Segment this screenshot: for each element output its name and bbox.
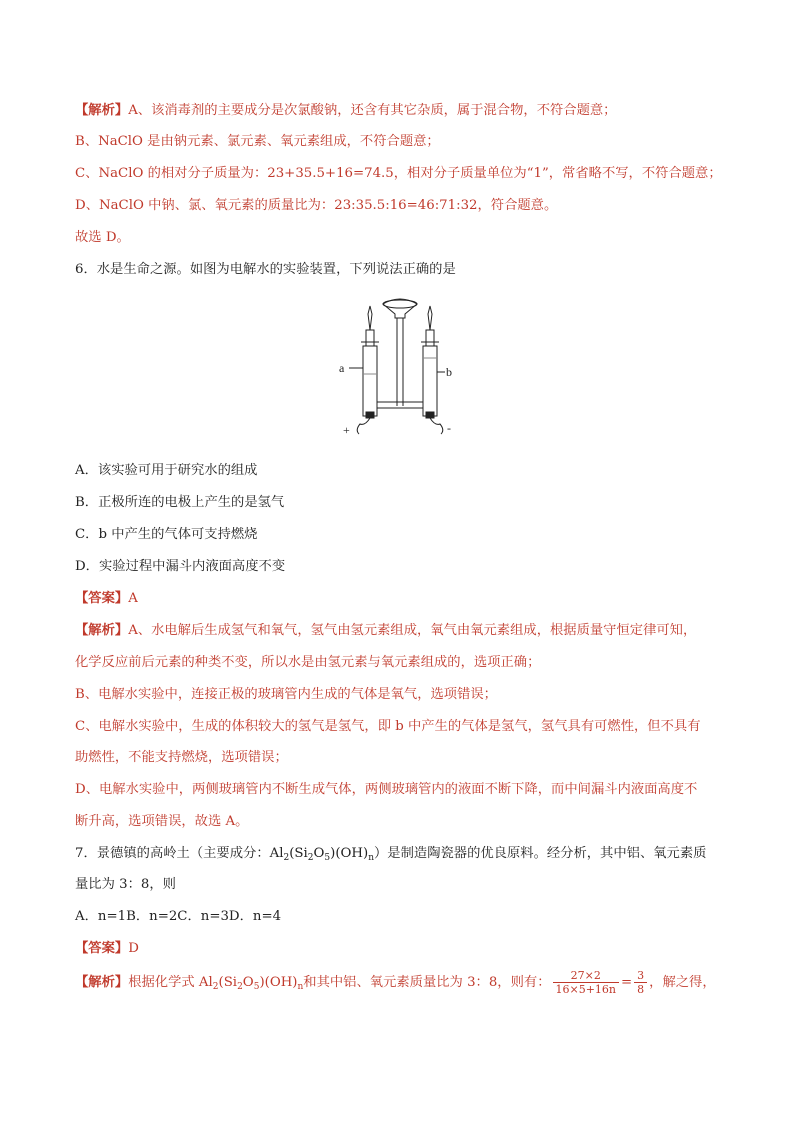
left-tube <box>363 346 377 416</box>
q7-analysis <box>75 969 716 997</box>
q7-stem-post: ）是制造陶瓷器的优良原料。经分析，其中铝、氧元素质 <box>374 846 707 861</box>
answer-tag: 【答案】 <box>75 941 129 956</box>
q6-option-a: A．该实验可用于研究水的组成 <box>75 463 258 478</box>
q6-analysis-d-line2: 断升高，选项错误，故选 A。 <box>75 814 249 829</box>
fraction-left <box>553 969 620 996</box>
fraction-left-numerator: 27×2 <box>553 969 620 983</box>
left-wire <box>357 418 370 434</box>
q7-analysis-sub: 2 <box>212 982 219 992</box>
q6-stem: 6．水是生命之源。如图为电解水的实验装置，下列说法正确的是 <box>75 262 456 277</box>
q5-conclusion: 故选 D。 <box>75 230 130 245</box>
q7-analysis-end: ，解之得， <box>649 975 716 990</box>
q5-analysis-a-text: A、该消毒剂的主要成分是次氯酸钠，还含有其它杂质，属于混合物，不符合题意； <box>128 103 617 118</box>
q6-option-b: B．正极所连的电极上产生的是氢气 <box>75 495 285 510</box>
equals-sign: = <box>621 975 633 990</box>
q7-answer <box>75 939 139 959</box>
q7-analysis-sub: 5 <box>253 982 260 992</box>
q6-answer <box>75 589 138 609</box>
q7-analysis-sub: 2 <box>237 982 243 992</box>
right-tip <box>428 306 432 330</box>
fraction-right-numerator: 3 <box>634 969 647 983</box>
left-tip <box>368 306 372 330</box>
right-wire <box>430 418 443 434</box>
q6-answer-value: A <box>128 591 138 606</box>
analysis-tag: 【解析】 <box>75 623 129 638</box>
q7-sub: 2 <box>307 853 314 863</box>
label-b: b <box>446 365 452 379</box>
q6-analysis-c-line2: 助燃性，不能支持燃烧，选项错误； <box>75 750 288 765</box>
label-a: a <box>339 361 345 375</box>
right-tube <box>423 346 437 416</box>
q7-stem-mid: )(OH) <box>330 846 369 861</box>
q7-analysis-mid: (Si <box>218 975 238 990</box>
q6-analysis-a-line2: 化学反应前后元素的种类不变，所以水是由氢元素与氧元素组成的，选项正确； <box>75 655 541 670</box>
q7-analysis-pre: 根据化学式 Al <box>128 975 213 990</box>
q7-sub: n <box>368 853 375 863</box>
label-minus: - <box>447 421 451 435</box>
q7-analysis-sub: n <box>297 982 304 992</box>
electrolysis-apparatus-diagram <box>335 296 465 446</box>
q6-analysis-a-line1 <box>75 621 696 641</box>
fraction-right <box>634 969 647 996</box>
q7-stem-mid: (Si <box>289 846 308 861</box>
q7-stem-line1 <box>75 844 706 865</box>
q6-analysis-c-line1: C、电解水实验中，生成的体积较大的氢气是氢气，即 b 中产生的气体是氢气，氢气具有可燃性，但不具有 <box>75 719 701 734</box>
q7-options: A．n=1B．n=2C．n=3D．n=4 <box>75 909 282 924</box>
q5-analysis-d: D、NaClO 中钠、氯、氧元素的质量比为：23:35.5:16=46:71:32，符合题意。 <box>75 198 558 213</box>
q6-option-c: C．b 中产生的气体可支持燃烧 <box>75 527 258 542</box>
q6-analysis-b: B、电解水实验中，连接正极的玻璃管内生成的气体是氧气，选项错误； <box>75 687 497 702</box>
label-plus: + <box>343 423 350 437</box>
analysis-tag: 【解析】 <box>75 975 129 990</box>
q6-analysis-a-text1: A、水电解后生成氢气和氧气，氢气由氢元素组成，氧气由氧元素组成，根据质量守恒定律可知， <box>128 623 697 638</box>
q5-analysis-a <box>75 101 616 121</box>
fraction-right-denominator: 8 <box>637 983 645 996</box>
q6-option-d: D．实验过程中漏斗内液面高度不变 <box>75 559 286 574</box>
q7-stem-line2: 量比为 3：8，则 <box>75 877 176 892</box>
analysis-tag: 【解析】 <box>75 103 129 118</box>
q7-answer-value: D <box>128 941 139 956</box>
fraction-left-denominator: 16×5+16n <box>555 983 617 996</box>
q7-analysis-mid: )(OH) <box>259 975 298 990</box>
answer-tag: 【答案】 <box>75 591 129 606</box>
q7-sub: 5 <box>324 853 331 863</box>
q7-stem-mid: O <box>313 846 325 861</box>
q7-stem-pre: 7．景德镇的高岭土（主要成分：Al <box>75 846 284 861</box>
q5-analysis-c: C、NaClO 的相对分子质量为：23+35.5+16=74.5，相对分子质量单位为“1”，常省略不写，不符合题意； <box>75 166 722 181</box>
q7-analysis-mid: O <box>242 975 254 990</box>
q6-analysis-d-line1: D、电解水实验中，两侧玻璃管内不断生成气体，两侧玻璃管内的液面不断下降，而中间漏斗内液面高度不 <box>75 782 698 797</box>
q7-analysis-post: 和其中铝、氧元素质量比为 3：8，则有： <box>303 975 551 990</box>
q5-analysis-b: B、NaClO 是由钠元素、氯元素、氧元素组成，不符合题意； <box>75 134 440 149</box>
q7-sub: 2 <box>283 853 290 863</box>
